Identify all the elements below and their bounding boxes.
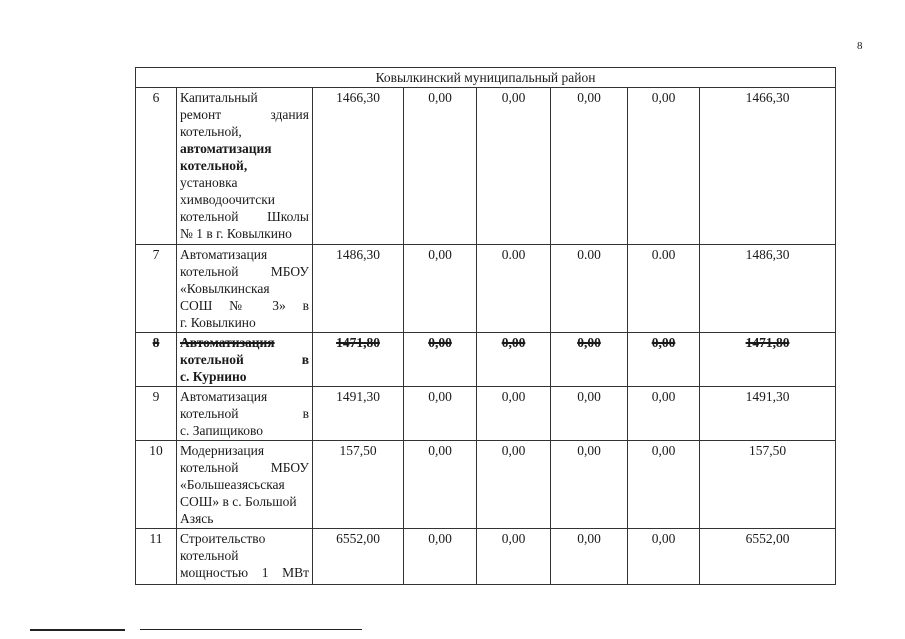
- row-number: 8: [136, 333, 177, 387]
- amount-cell: 0,00: [551, 529, 628, 585]
- table-row: [136, 529, 836, 585]
- project-name-line: № 1 в г. Ковылкино: [180, 226, 292, 241]
- row-number: 10: [136, 441, 177, 529]
- row-number: 6: [136, 88, 177, 245]
- amount-cell: 0,00: [477, 88, 551, 245]
- amount-cell: 1491,30: [313, 387, 404, 441]
- amount-cell: 0,00: [477, 333, 551, 387]
- project-name-line: СОШ» в с. Большой: [180, 494, 297, 509]
- amount-cell: 0,00: [404, 441, 477, 529]
- amount-cell: 0,00: [477, 441, 551, 529]
- project-name: [177, 387, 313, 441]
- row-number: 9: [136, 387, 177, 441]
- total-cell: 157,50: [700, 441, 836, 529]
- footer-rule: [140, 629, 362, 630]
- amount-cell: 0.00: [477, 245, 551, 333]
- amount-cell: 1486,30: [313, 245, 404, 333]
- project-name-line: с. Запищиково: [180, 423, 264, 438]
- project-name-line: котельной в: [180, 406, 309, 421]
- project-name-line: котельной,: [180, 158, 248, 173]
- project-name-line: «Ковылкинская: [180, 281, 270, 296]
- total-cell: 6552,00: [700, 529, 836, 585]
- amount-cell: 0,00: [477, 387, 551, 441]
- region-header: Ковылкинский муниципальный район: [136, 68, 836, 88]
- project-name: [177, 529, 313, 585]
- amount-cell: 0,00: [551, 441, 628, 529]
- amount-cell: 0,00: [628, 333, 700, 387]
- amount-cell: 6552,00: [313, 529, 404, 585]
- amount-cell: 0,00: [628, 88, 700, 245]
- row-number: 7: [136, 245, 177, 333]
- project-name: [177, 88, 313, 245]
- footer-rule: [30, 629, 125, 631]
- region-header-row: [136, 68, 836, 88]
- amount-cell: 0,00: [551, 88, 628, 245]
- amount-cell: 1471,80: [313, 333, 404, 387]
- amount-cell: 0.00: [628, 245, 700, 333]
- project-name-line: Автоматизация: [180, 247, 268, 262]
- project-name-line: Автоматизация: [180, 335, 275, 350]
- project-name-line: г. Ковылкино: [180, 315, 256, 330]
- project-name-line: Азясь: [180, 511, 214, 526]
- amount-cell: 0,00: [628, 441, 700, 529]
- amount-cell: 0,00: [628, 387, 700, 441]
- project-name-line: установка: [180, 175, 238, 190]
- amount-cell: 0,00: [551, 333, 628, 387]
- project-name-line: Строительство: [180, 531, 266, 546]
- project-name-line: котельной,: [180, 124, 242, 139]
- project-name-line: котельной: [180, 548, 239, 563]
- page-number: 8: [857, 40, 863, 52]
- row-number: 11: [136, 529, 177, 585]
- total-cell: 1466,30: [700, 88, 836, 245]
- project-name-line: автоматизация: [180, 141, 272, 156]
- total-cell: 1471,80: [700, 333, 836, 387]
- amount-cell: 0,00: [404, 333, 477, 387]
- amount-cell: 0.00: [551, 245, 628, 333]
- project-name-line: Модернизация: [180, 443, 265, 458]
- project-name-line: ремонт здания: [180, 107, 309, 122]
- table-row: [136, 88, 836, 245]
- project-name-line: котельной Школы: [180, 209, 309, 224]
- table-row: [136, 333, 836, 387]
- table-row: [136, 441, 836, 529]
- project-name-line: СОШ № 3» в: [180, 298, 309, 313]
- amount-cell: 0,00: [551, 387, 628, 441]
- amount-cell: 1466,30: [313, 88, 404, 245]
- amount-cell: 0,00: [404, 245, 477, 333]
- project-name-line: котельной в: [180, 352, 309, 367]
- budget-table: [135, 67, 836, 585]
- project-name-line: с. Курнино: [180, 369, 247, 384]
- project-name-line: котельной МБОУ: [180, 264, 309, 279]
- project-name-line: котельной МБОУ: [180, 460, 309, 475]
- project-name: [177, 245, 313, 333]
- amount-cell: 0,00: [404, 387, 477, 441]
- total-cell: 1486,30: [700, 245, 836, 333]
- project-name: [177, 441, 313, 529]
- project-name: [177, 333, 313, 387]
- project-name-line: «Большеазясьская: [180, 477, 285, 492]
- amount-cell: 0,00: [404, 529, 477, 585]
- amount-cell: 157,50: [313, 441, 404, 529]
- amount-cell: 0,00: [404, 88, 477, 245]
- amount-cell: 0,00: [477, 529, 551, 585]
- table-row: [136, 245, 836, 333]
- project-name-line: мощностью 1 МВт: [180, 565, 309, 580]
- total-cell: 1491,30: [700, 387, 836, 441]
- project-name-line: Автоматизация: [180, 389, 268, 404]
- project-name-line: Капитальный: [180, 90, 258, 105]
- table-row: [136, 387, 836, 441]
- amount-cell: 0,00: [628, 529, 700, 585]
- project-name-line: химводоочитски: [180, 192, 276, 207]
